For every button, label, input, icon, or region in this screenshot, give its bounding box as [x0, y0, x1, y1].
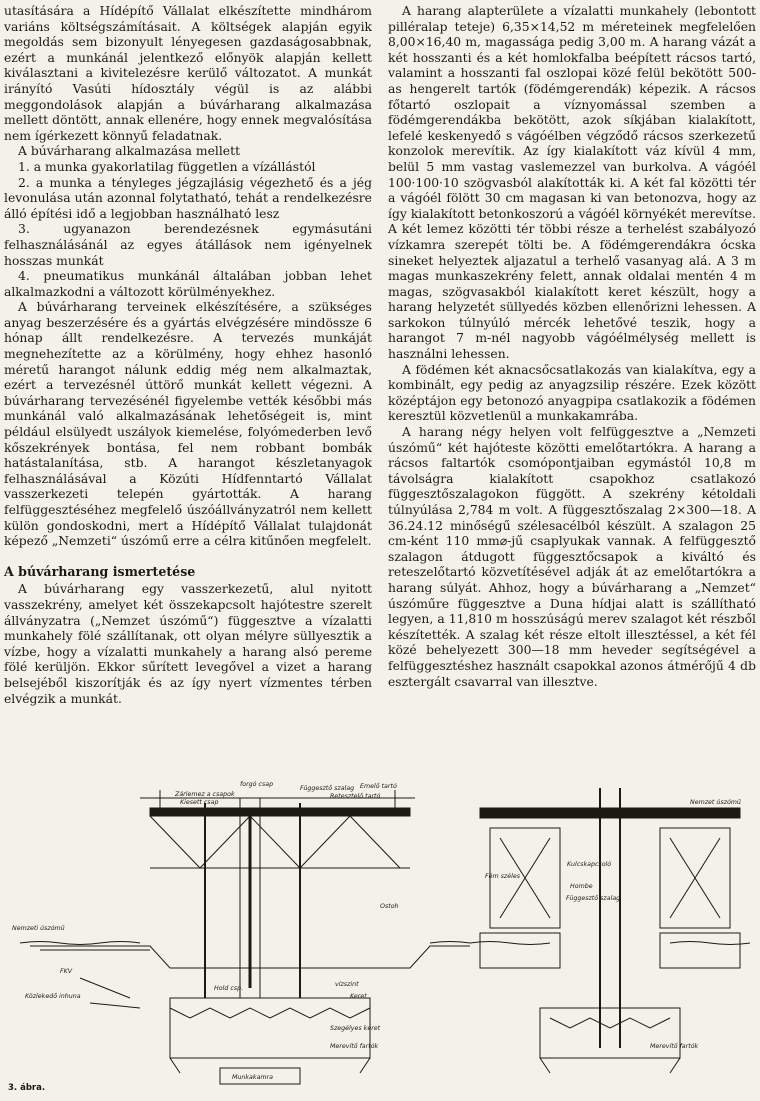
label-hold-csp: Hold csp.	[214, 985, 244, 992]
label-szegeles-keret: Szegélyes keret	[330, 1025, 381, 1032]
label-zarlemez: Zárlemez a csapok	[175, 791, 235, 798]
label-kulcskapcsolo: Kulcskapcsoló	[567, 861, 612, 868]
drawing-svg	[0, 768, 760, 1101]
label-fem-szeles: Fém széles	[485, 873, 520, 880]
label-keret: Keret	[350, 993, 367, 1000]
label-kiesett-csap: Kiesett csap	[180, 799, 219, 806]
label-munkakamra: Munkakamra	[232, 1074, 274, 1081]
label-nemzet-uszomu: Nemzet úszómű	[690, 799, 741, 806]
paragraph: A búvárharang egy vasszerkezetű, alul nyitott vasszekrény, amelyet két összekapcsolt hajótestre szerelt állványzatra („Nemzet úszómű“) függesztve a vízalatti munkahely fölé szállítanak, ott olyan mélyre süllyesztik a vízbe, hogy a vízalatti munkahely a harang alsó pereme fölé kerüljön. Ekkor sűrített levegővel a vizet a harang belsejéből kiszorítják és az így nyert vízmentes térben elvégzik a munkát.	[4, 582, 372, 706]
label-retesztelo-tarto: Retesztelő tartó	[330, 793, 381, 800]
label-nemzeti-uszomu: Nemzeti úszómű	[12, 925, 65, 932]
label-merevito-fartok-right: Merevítő fartók	[650, 1043, 699, 1050]
paragraph: utasítására a Hídépítő Vállalat elkészítette mindhárom variáns költségszámításait. A költségek alapján egyik megoldás sem bizonyult lényegesen gazdaságosabbnak, ezért a munkánál jelentkező előnyök alapján kellett kiválasztani a kivitelezésre kerülő változatot. A munkát irányító Vasúti hídosztály végül is az alábbi meggondolások alapján a búvárharang alkalmazása mellett döntött, annak ellenére, hogy ennek megvalósítása nem ígérkezett könnyű feladatnak.	[4, 4, 372, 143]
top-beam-right	[480, 808, 740, 818]
label-emelo-tarto: Emelő tartó	[360, 783, 397, 790]
label-merevito-fartok: Merevítő fartók	[330, 1043, 379, 1050]
paragraph: A búvárharang terveinek elkészítésére, a szükséges anyag beszerzésére és a gyártás elvégzésére mindössze 6 hónap állt rendelkezésre. A tervezés munkáját megnehezítette az a körülmény, hogy ehhez hasonló méretű harangot nálunk eddig még nem alkalmaztak, ezért a tervezésnél úttörő munkát kellett végezni. A búvárharang tervezésénél figyelembe vették későbbi más munkánál való alkalmazásának lehetőségeit is, mint például elsülyedt uszályok kiemelése, folyómederben levő kőszekrények bontása, fel nem robbant bombák hatástalanítása, stb. A harangot készletanyagok felhasználásával a Közúti Hídfenntartó Vállalat vasszerkezeti telepén gyártották. A harang felfüggesztéséhez megfelelő úszóállványzatról nem kellett külön gondoskodni, mert a Hídépítő Vállalat tulajdonát képező „Nemzeti“ úszómű erre a célra kitűnően megfelelt.	[4, 300, 372, 549]
section-heading: A búvárharang ismertetése	[4, 563, 196, 579]
top-beam	[150, 808, 410, 816]
paragraph: A harang négy helyen volt felfüggesztve a „Nemzeti úszómű“ két hajóteste közötti emelőtartókra. A harang a rácsos faltartók csomópontjaiban egymástól 10,8 m távolságra kialakított csapokhoz csatlakozó függesztőszalagokon függött. A szekrény kétoldali túlnyúlása 2,784 m volt. A függesztőszalag 2×300—18. A 36.24.12 minőségű szélesacélból készült. A szalagon 25 cm-ként 110 mm⌀-jű csaplyukak vannak. A felfüggesztő szalagon átdugott függesztőcsapok a kiváltó és reteszelőtartó közvetítésével adják át az emelőtartókra a harang súlyát. Ahhoz, hogy a búvárharang a „Nemzet“ úszóműre függesztve a Duna hídjai alatt is szállítható legyen, a 11,810 m hosszúságú merev szalagot két részből készítették. A szalag két része eltolt illesztéssel, a két fél közé behelyezett 300—18 mm heveder segítségével a felfüggesztéshez használt csapokkal azonos átmérőjű 4 db esztergált csavarral van illesztve.	[388, 425, 756, 689]
list-item: 4. pneumatikus munkánál általában jobban lehet alkalmazkodni a változott körülményekhez.	[4, 269, 372, 299]
label-hombe: Hombe	[570, 883, 593, 890]
list-item: 3. ugyanazon berendezésnek egymásutáni felhasználásánál az egyes átállások nem igényelnek hosszas munkát	[4, 222, 372, 268]
technical-drawing-figure	[0, 768, 760, 1101]
list-item: 2. a munka a tényleges jégzajlásig végezhető és a jég levonulása után azonnal folytatható, tehát a rendelkezésre álló építési idő a legjobban használható lesz	[4, 175, 372, 221]
label-kozlekedo: Közlekedő inhuna	[25, 993, 81, 1000]
list-item: 1. a munka gyakorlatilag független a vízállástól	[18, 159, 316, 174]
label-forgo-csap: forgó csap	[240, 781, 274, 788]
label-vizszint: vízszint	[335, 981, 359, 988]
label-ostoh: Ostoh	[380, 903, 399, 910]
paragraph: A födémen két aknacsőcsatlakozás van kialakítva, egy a kombinált, egy pedig az anyagzsilip részére. Ezek között középtájon egy betonozó anyagpipa csatlakozik a födémen keresztül közvetlenül a munkakamrába.	[388, 362, 756, 424]
label-fkv: FKV	[60, 968, 73, 975]
paragraph: A búvárharang alkalmazása mellett	[18, 144, 241, 159]
figure-caption: 3. ábra.	[8, 1083, 46, 1093]
right-text-column	[388, 4, 756, 690]
left-text-column	[4, 4, 372, 707]
paragraph: A harang alapterülete a vízalatti munkahely (lebontott pilléralap teteje) 6,35×14,52 m méreteinek megfelelően 8,00×16,40 m, magassága pedig 3,00 m. A harang vázát a két hosszanti és a két homlokfalba beépített rácsos tartó, valamint a hosszanti fal oszlopai közé felül bekötött 500-as hengerelt tartók (födémgerendák) képezik. A rácsos főtartó oszlopait a víznyomással szemben a födémgerendákba bekötött, azok síkjában kialakított, lefelé keskenyedő s vágóélben végződő rácsos szerkezetű konzolok merevítik. Az így kialakított váz kívül 4 mm, belül 5 mm vastag vaslemezzel van burkolva. A vágóél 100·100·10 szögvasból alakították ki. A két fal közötti tér a vágóél fölött 30 cm magasan ki van betonozva, hogy az így kialakított betonkoszorú a vágóél környékét merevítse. A két lemez közötti tér többi része a terhelést szabályozó vízkamra szerepét tölti be. A födémgerendákra ócska sineket helyeztek aljazatul a terhelő vasanyag alá. A 3 m magas munkaszekrény felett, annak oldalai mentén 4 m magas, szögvasakból kialakított keret készült, hogy a harang helyzetét süllyedés közben ellenőrizni lehessen. A sarkokon túlnyúló mércék lehetővé teszik, hogy a harangot 7 m-nél nagyobb vágóélmélység mellett is használni lehessen.	[388, 4, 756, 362]
label-fuggeszto-szalag: Függesztő szalag	[300, 785, 355, 792]
label-fuggeszto-szalag-right: Függesztő szalag	[566, 895, 621, 902]
